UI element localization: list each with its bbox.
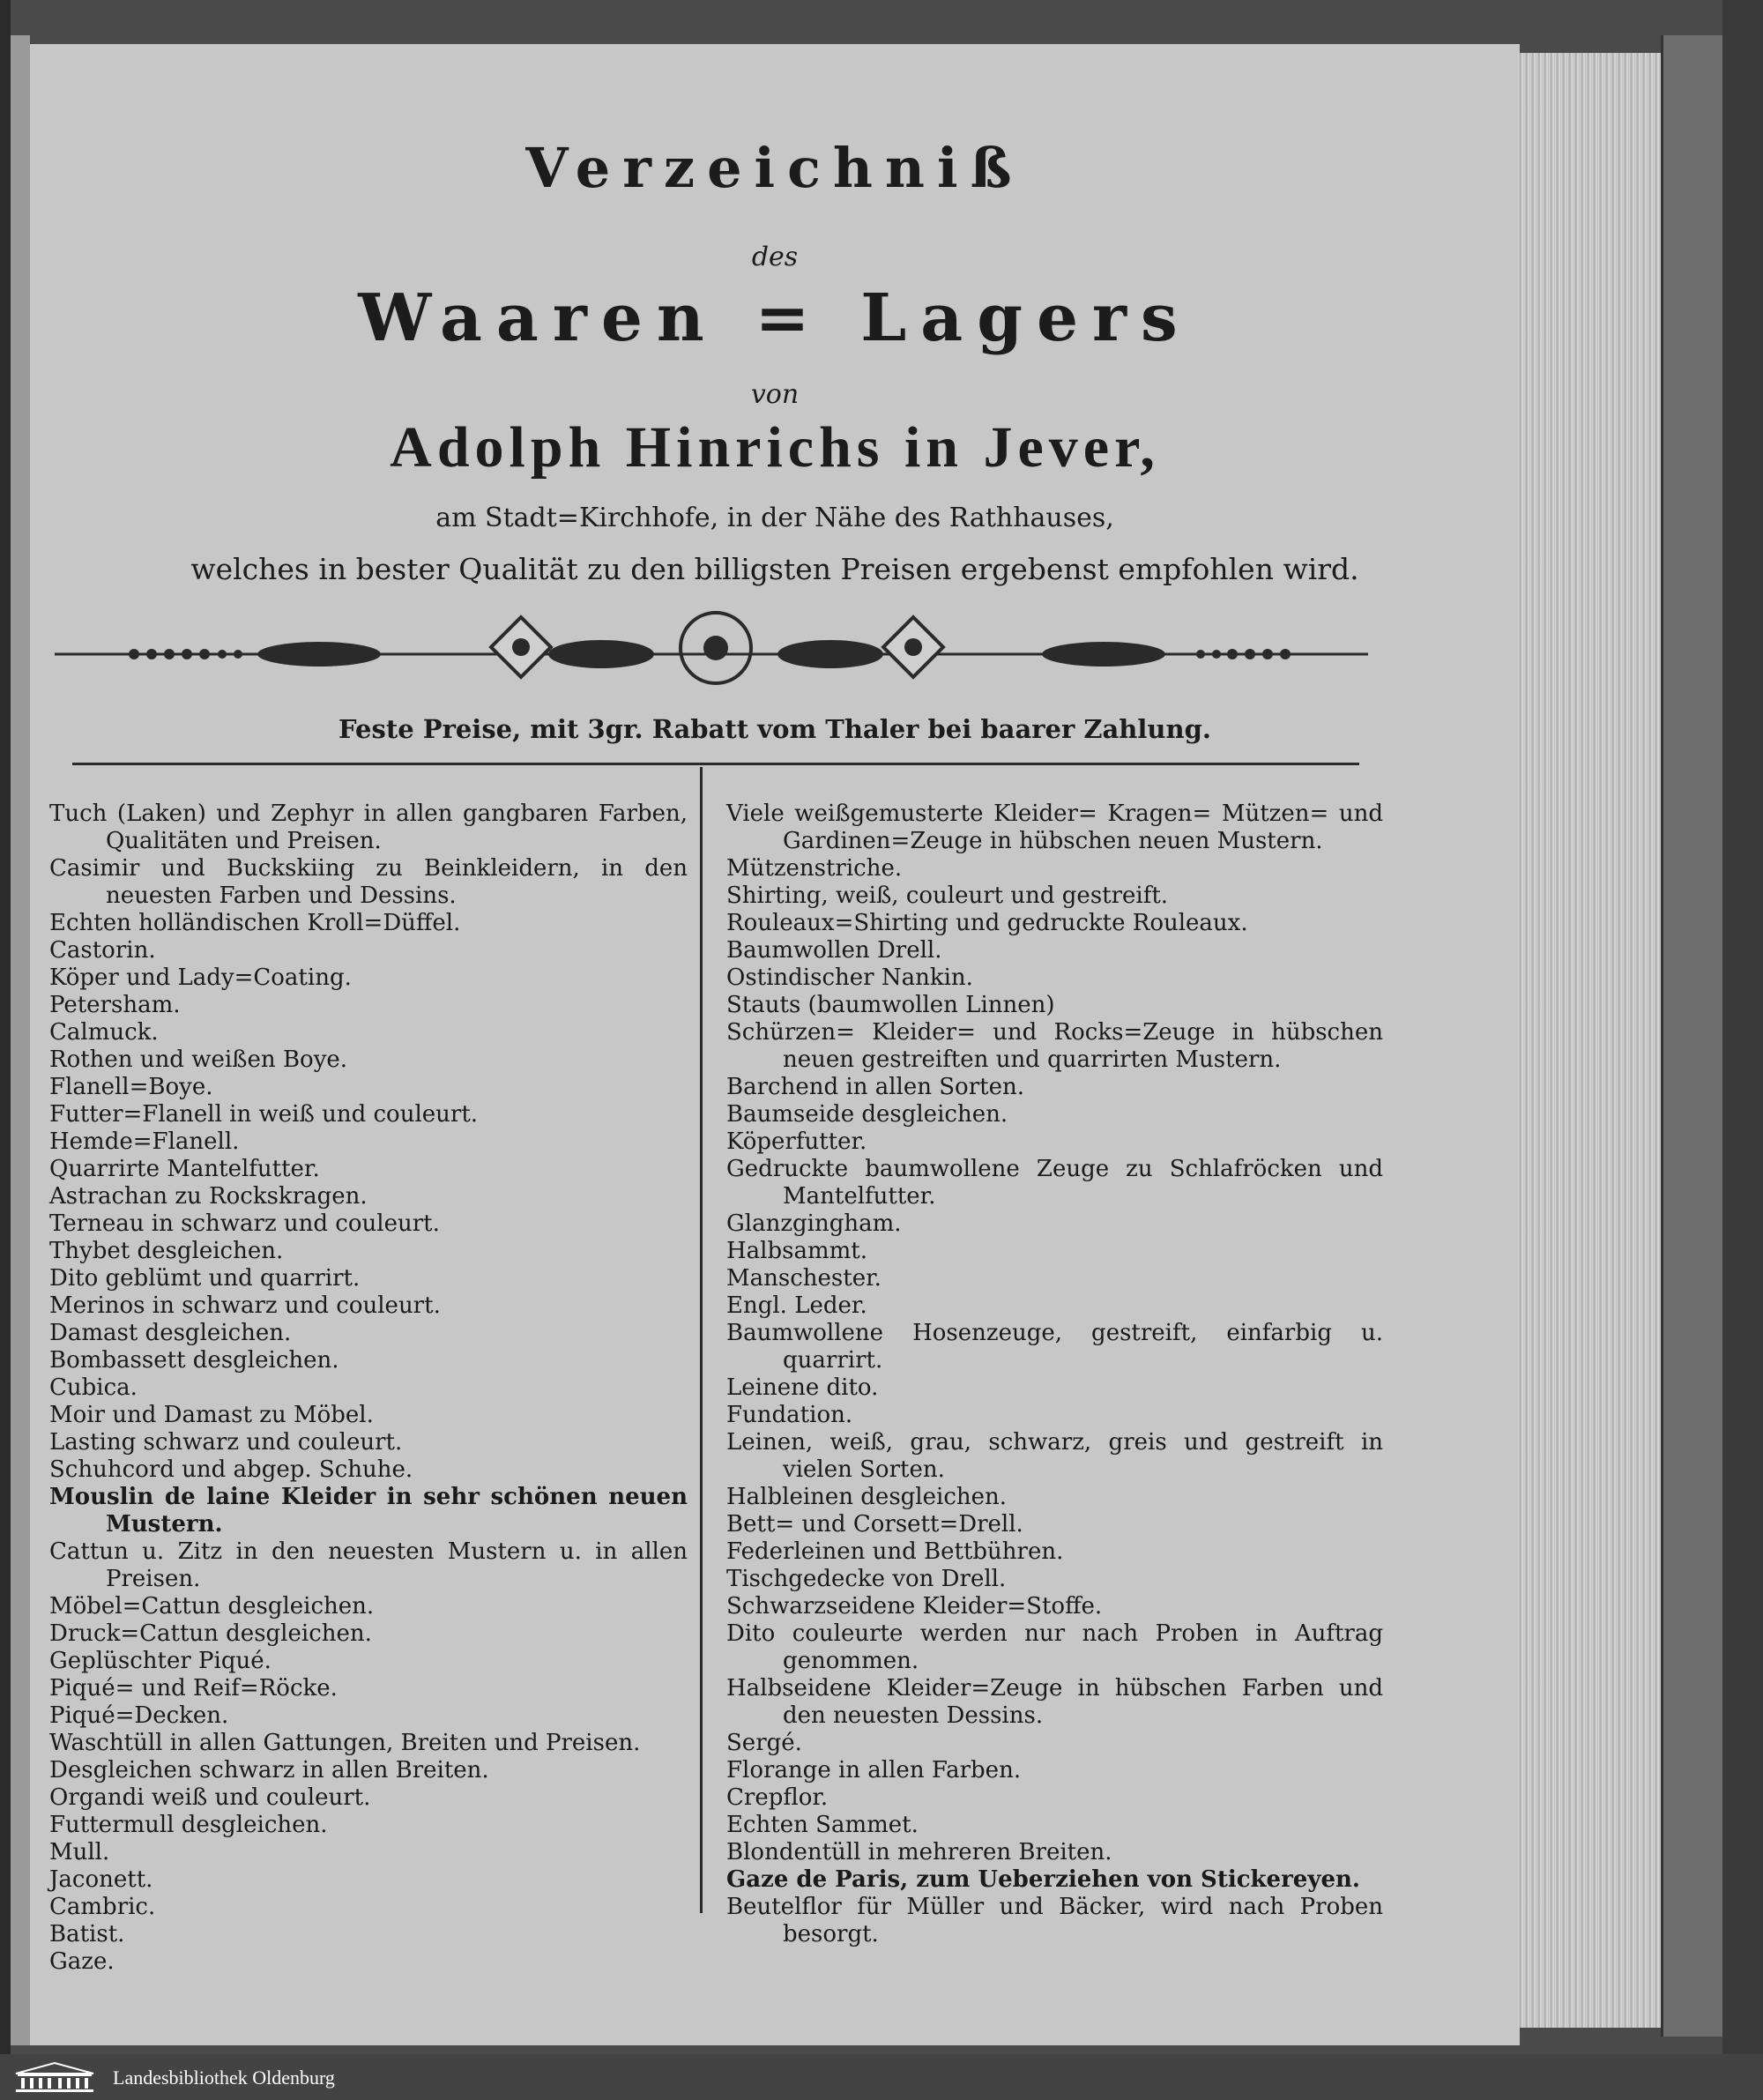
list-item: Gaze. [49,1948,115,1975]
title-von: von [750,379,800,410]
list-item: Köperfutter. [726,1128,867,1155]
list-item: Casimir und Buckskiing zu Beinkleidern, in den neuesten Farben und Dessins. [49,855,688,909]
list-item: Tischgedecke von Drell. [726,1566,1007,1592]
decorative-ornament-divider [55,599,1368,688]
list-item: Federleinen und Bettbühren. [726,1538,1064,1565]
book-page-edges [1518,53,1666,2028]
list-item: Mouslin de laine Kleider in sehr schönen neuen Mustern. [49,1484,688,1538]
list-item: Manschester. [726,1265,882,1292]
document-page [30,44,1520,2045]
list-item: Viele weißgemusterte Kleider= Kragen= Mützen= und Gardinen=Zeuge in hübschen neuen Mustern. [726,801,1383,854]
list-item: Calmuck. [49,1019,159,1046]
list-item: Futter=Flanell in weiß und couleurt. [49,1101,479,1128]
list-item: Castorin. [49,937,156,964]
list-item: Dito couleurte werden nur nach Proben in Auftrag genommen. [726,1620,1383,1674]
title-waaren-lagers: Waaren = Lagers [358,280,1192,356]
list-item: Leinene dito. [726,1374,879,1401]
merchant-address: am Stadt=Kirchhofe, in der Nähe des Rathhauses, [435,503,1114,533]
list-item: Schürzen= Kleider= und Rocks=Zeuge in hübschen neuen gestreiften und quarrirten Mustern. [726,1019,1383,1073]
list-item: Damast desgleichen. [49,1320,292,1346]
list-item: Merinos in schwarz und couleurt. [49,1292,441,1319]
list-item: Gaze de Paris, zum Ueberziehen von Stickereyen. [726,1866,1360,1893]
list-item: Jaconett. [49,1866,153,1893]
list-item: Stauts (baumwollen Linnen) [726,992,1055,1018]
list-item: Engl. Leder. [726,1292,867,1319]
list-item: Fundation. [726,1402,853,1428]
list-item: Waschtüll in allen Gattungen, Breiten und Preisen. [49,1730,641,1756]
list-item: Baumseide desgleichen. [726,1101,1008,1128]
list-item: Piqué= und Reif=Röcke. [49,1675,338,1702]
library-footer-bar [0,2054,1763,2100]
list-item: Flanell=Boye. [49,1074,213,1100]
list-item: Petersham. [49,992,181,1018]
list-item: Bett= und Corsett=Drell. [726,1511,1023,1538]
goods-list-left [49,801,688,1976]
library-name: Landesbibliothek Oldenburg [113,2066,335,2089]
list-item: Halbleinen desgleichen. [726,1484,1008,1510]
goods-list-right [726,801,1383,1948]
list-item: Gedruckte baumwollene Zeuge zu Schlafröcken und Mantelfutter. [726,1156,1383,1210]
list-item: Echten Sammet. [726,1812,919,1838]
book-gutter-shadow [0,0,11,2054]
list-item: Desgleichen schwarz in allen Breiten. [49,1757,489,1784]
recommendation-line: welches in bester Qualität zu den billigsten Preisen ergebenst empfohlen wird. [190,552,1359,586]
list-item: Shirting, weiß, couleurt und gestreift. [726,882,1169,909]
book-cover-edge [1661,35,1729,2037]
facing-page-edge [11,35,30,2045]
list-item: Mull. [49,1839,110,1865]
list-item: Crepflor. [726,1784,829,1811]
list-item: Rouleaux=Shirting und gedruckte Rouleaux. [726,910,1248,936]
list-item: Batist. [49,1921,125,1947]
list-item: Beutelflor für Müller und Bäcker, wird nach Proben besorgt. [726,1894,1383,1947]
list-item: Druck=Cattun desgleichen. [49,1620,372,1647]
scan-background [1722,0,1763,2054]
list-item: Glanzgingham. [726,1210,902,1237]
list-item: Bombassett desgleichen. [49,1347,339,1374]
list-item: Ostindischer Nankin. [726,964,973,991]
list-item: Hemde=Flanell. [49,1128,240,1155]
list-item: Schwarzseidene Kleider=Stoffe. [726,1593,1103,1620]
horizontal-rule [72,763,1359,765]
list-item: Florange in allen Farben. [726,1757,1022,1784]
list-item: Rothen und weißen Boye. [49,1046,348,1073]
list-item: Sergé. [726,1730,802,1756]
list-item: Organdi weiß und couleurt. [49,1784,371,1811]
merchant-name: Adolph Hinrichs in Jever, [390,415,1160,480]
list-item: Barchend in allen Sorten. [726,1074,1024,1100]
title-verzeichniss: Verzeichniß [525,136,1024,200]
list-item: Blondentüll in mehreren Breiten. [726,1839,1112,1865]
list-item: Lasting schwarz und couleurt. [49,1429,403,1456]
list-item: Thybet desgleichen. [49,1238,284,1264]
list-item: Tuch (Laken) und Zephyr in allen gangbaren Farben, Qualitäten und Preisen. [49,801,688,854]
list-item: Moir und Damast zu Möbel. [49,1402,374,1428]
list-item: Halbsammt. [726,1238,867,1264]
list-item: Leinen, weiß, grau, schwarz, greis und gestreift in vielen Sorten. [726,1429,1383,1483]
list-item: Echten holländischen Kroll=Düffel. [49,910,461,936]
list-item: Quarrirte Mantelfutter. [49,1156,320,1182]
list-item: Cattun u. Zitz in den neuesten Mustern u. in allen Preisen. [49,1538,688,1592]
list-item: Cubica. [49,1374,138,1401]
list-item: Dito geblümt und quarrirt. [49,1265,361,1292]
list-item: Baumwollen Drell. [726,937,942,964]
list-item: Baumwollene Hosenzeuge, gestreift, einfarbig u. quarrirt. [726,1320,1383,1374]
library-building-icon [11,2061,99,2093]
list-item: Astrachan zu Rockskragen. [49,1183,368,1210]
list-item: Futtermull desgleichen. [49,1812,328,1838]
list-item: Möbel=Cattun desgleichen. [49,1593,375,1620]
title-des: des [751,242,799,272]
column-divider [700,767,703,1913]
list-item: Cambric. [49,1894,156,1920]
list-item: Mützenstriche. [726,855,903,882]
list-item: Köper und Lady=Coating. [49,964,352,991]
list-item: Halbseidene Kleider=Zeuge in hübschen Farben und den neuesten Dessins. [726,1675,1383,1729]
list-item: Schuhcord und abgep. Schuhe. [49,1456,413,1483]
fixed-prices-notice: Feste Preise, mit 3gr. Rabatt vom Thaler bei baarer Zahlung. [338,714,1211,744]
list-item: Piqué=Decken. [49,1702,229,1729]
list-item: Terneau in schwarz und couleurt. [49,1210,440,1237]
list-item: Geplüschter Piqué. [49,1648,272,1674]
